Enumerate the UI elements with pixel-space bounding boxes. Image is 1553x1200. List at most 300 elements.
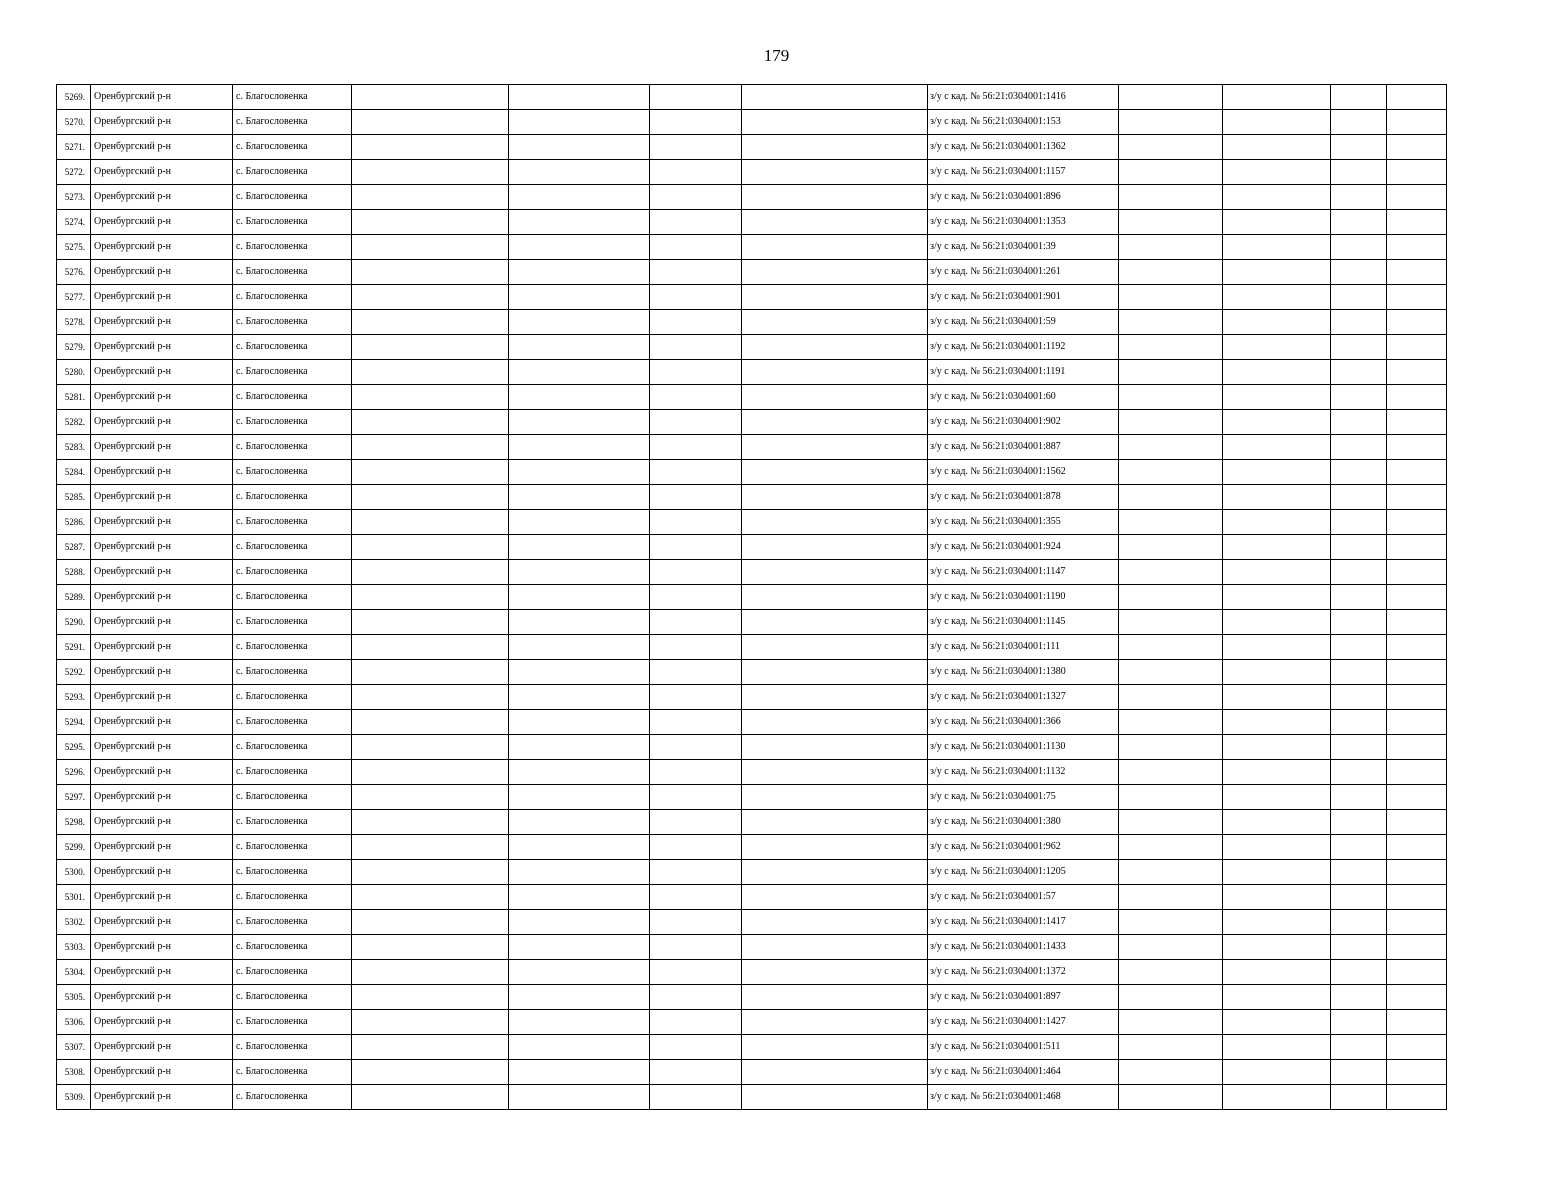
cadastral-cell: з/у с кад. № 56:21:0304001:1192: [928, 335, 1119, 360]
empty-cell: [352, 560, 509, 585]
table-row: [57, 960, 1447, 985]
settlement-cell: с. Благословенка: [233, 410, 352, 435]
table-row: [57, 385, 1447, 410]
empty-cell: [742, 985, 928, 1010]
empty-cell: [509, 310, 650, 335]
empty-cell: [352, 235, 509, 260]
empty-cell: [742, 510, 928, 535]
empty-cell: [742, 635, 928, 660]
empty-cell: [1223, 860, 1331, 885]
settlement-cell: с. Благословенка: [233, 885, 352, 910]
empty-cell: [1119, 735, 1223, 760]
empty-cell: [650, 535, 742, 560]
empty-cell: [509, 1010, 650, 1035]
row-number: 5300.: [57, 860, 91, 885]
page-number: 179: [763, 46, 790, 65]
cadastral-cell: з/у с кад. № 56:21:0304001:153: [928, 110, 1119, 135]
empty-cell: [1331, 285, 1387, 310]
district-cell: Оренбургский р-н: [91, 485, 233, 510]
empty-cell: [742, 360, 928, 385]
empty-cell: [650, 335, 742, 360]
row-number: 5306.: [57, 1010, 91, 1035]
empty-cell: [1331, 385, 1387, 410]
empty-cell: [352, 960, 509, 985]
table-row: [57, 1085, 1447, 1110]
row-number: 5299.: [57, 835, 91, 860]
empty-cell: [650, 110, 742, 135]
empty-cell: [352, 1010, 509, 1035]
empty-cell: [1223, 260, 1331, 285]
empty-cell: [650, 560, 742, 585]
district-cell: Оренбургский р-н: [91, 385, 233, 410]
empty-cell: [509, 285, 650, 310]
empty-cell: [1387, 685, 1447, 710]
empty-cell: [352, 935, 509, 960]
empty-cell: [352, 1085, 509, 1110]
empty-cell: [742, 960, 928, 985]
district-cell: Оренбургский р-н: [91, 1085, 233, 1110]
empty-cell: [1223, 685, 1331, 710]
table-row: [57, 110, 1447, 135]
empty-cell: [650, 460, 742, 485]
empty-cell: [509, 760, 650, 785]
district-cell: Оренбургский р-н: [91, 1035, 233, 1060]
row-number: 5301.: [57, 885, 91, 910]
cadastral-cell: з/у с кад. № 56:21:0304001:1157: [928, 160, 1119, 185]
empty-cell: [1331, 635, 1387, 660]
settlement-cell: с. Благословенка: [233, 935, 352, 960]
empty-cell: [1331, 835, 1387, 860]
empty-cell: [742, 1010, 928, 1035]
empty-cell: [742, 160, 928, 185]
empty-cell: [742, 410, 928, 435]
empty-cell: [1331, 135, 1387, 160]
table-row: [57, 660, 1447, 685]
empty-cell: [352, 735, 509, 760]
cadastral-cell: з/у с кад. № 56:21:0304001:1372: [928, 960, 1119, 985]
empty-cell: [1119, 710, 1223, 735]
table-row: [57, 1010, 1447, 1035]
empty-cell: [509, 985, 650, 1010]
empty-cell: [1119, 410, 1223, 435]
empty-cell: [509, 635, 650, 660]
district-cell: Оренбургский р-н: [91, 235, 233, 260]
empty-cell: [1331, 560, 1387, 585]
empty-cell: [1223, 760, 1331, 785]
table-row: [57, 710, 1447, 735]
settlement-cell: с. Благословенка: [233, 435, 352, 460]
district-cell: Оренбургский р-н: [91, 210, 233, 235]
empty-cell: [1331, 660, 1387, 685]
empty-cell: [1387, 835, 1447, 860]
empty-cell: [742, 435, 928, 460]
empty-cell: [1387, 460, 1447, 485]
cadastral-cell: з/у с кад. № 56:21:0304001:1190: [928, 585, 1119, 610]
row-number: 5307.: [57, 1035, 91, 1060]
empty-cell: [1331, 185, 1387, 210]
empty-cell: [352, 410, 509, 435]
empty-cell: [352, 485, 509, 510]
settlement-cell: с. Благословенка: [233, 760, 352, 785]
empty-cell: [1119, 485, 1223, 510]
empty-cell: [742, 385, 928, 410]
empty-cell: [1331, 485, 1387, 510]
empty-cell: [1387, 335, 1447, 360]
empty-cell: [352, 985, 509, 1010]
empty-cell: [742, 535, 928, 560]
cadastral-cell: з/у с кад. № 56:21:0304001:60: [928, 385, 1119, 410]
table-row: [57, 610, 1447, 635]
empty-cell: [509, 960, 650, 985]
empty-cell: [650, 510, 742, 535]
settlement-cell: с. Благословенка: [233, 335, 352, 360]
district-cell: Оренбургский р-н: [91, 1010, 233, 1035]
table-row: [57, 210, 1447, 235]
empty-cell: [509, 1060, 650, 1085]
cadastral-cell: з/у с кад. № 56:21:0304001:901: [928, 285, 1119, 310]
empty-cell: [650, 410, 742, 435]
table-row: [57, 935, 1447, 960]
empty-cell: [1387, 985, 1447, 1010]
cadastral-cell: з/у с кад. № 56:21:0304001:57: [928, 885, 1119, 910]
empty-cell: [509, 360, 650, 385]
empty-cell: [509, 585, 650, 610]
empty-cell: [1119, 235, 1223, 260]
cadastral-cell: з/у с кад. № 56:21:0304001:1145: [928, 610, 1119, 635]
cadastral-cell: з/у с кад. № 56:21:0304001:1191: [928, 360, 1119, 385]
empty-cell: [1223, 410, 1331, 435]
empty-cell: [509, 685, 650, 710]
empty-cell: [1223, 360, 1331, 385]
empty-cell: [1223, 910, 1331, 935]
district-cell: Оренбургский р-н: [91, 785, 233, 810]
empty-cell: [1387, 585, 1447, 610]
empty-cell: [1387, 1010, 1447, 1035]
settlement-cell: с. Благословенка: [233, 210, 352, 235]
settlement-cell: с. Благословенка: [233, 135, 352, 160]
district-cell: Оренбургский р-н: [91, 185, 233, 210]
empty-cell: [742, 760, 928, 785]
table-row: [57, 160, 1447, 185]
empty-cell: [1223, 185, 1331, 210]
cadastral-cell: з/у с кад. № 56:21:0304001:1132: [928, 760, 1119, 785]
row-number: 5302.: [57, 910, 91, 935]
settlement-cell: с. Благословенка: [233, 835, 352, 860]
empty-cell: [1387, 1060, 1447, 1085]
empty-cell: [742, 310, 928, 335]
empty-cell: [1331, 960, 1387, 985]
settlement-cell: с. Благословенка: [233, 110, 352, 135]
settlement-cell: с. Благословенка: [233, 960, 352, 985]
empty-cell: [1387, 85, 1447, 110]
row-number: 5305.: [57, 985, 91, 1010]
district-cell: Оренбургский р-н: [91, 835, 233, 860]
cadastral-cell: з/у с кад. № 56:21:0304001:261: [928, 260, 1119, 285]
empty-cell: [1387, 660, 1447, 685]
empty-cell: [1387, 610, 1447, 635]
district-cell: Оренбургский р-н: [91, 585, 233, 610]
empty-cell: [1223, 435, 1331, 460]
settlement-cell: с. Благословенка: [233, 810, 352, 835]
empty-cell: [352, 135, 509, 160]
row-number: 5275.: [57, 235, 91, 260]
cadastral-cell: з/у с кад. № 56:21:0304001:1362: [928, 135, 1119, 160]
settlement-cell: с. Благословенка: [233, 535, 352, 560]
empty-cell: [1223, 610, 1331, 635]
row-number: 5297.: [57, 785, 91, 810]
empty-cell: [650, 285, 742, 310]
district-cell: Оренбургский р-н: [91, 560, 233, 585]
settlement-cell: с. Благословенка: [233, 185, 352, 210]
row-number: 5309.: [57, 1085, 91, 1110]
district-cell: Оренбургский р-н: [91, 435, 233, 460]
empty-cell: [509, 460, 650, 485]
empty-cell: [1119, 935, 1223, 960]
empty-cell: [1119, 535, 1223, 560]
row-number: 5295.: [57, 735, 91, 760]
table-row: [57, 85, 1447, 110]
empty-cell: [650, 1085, 742, 1110]
row-number: 5281.: [57, 385, 91, 410]
empty-cell: [742, 835, 928, 860]
empty-cell: [1119, 885, 1223, 910]
empty-cell: [1119, 85, 1223, 110]
empty-cell: [1119, 160, 1223, 185]
empty-cell: [650, 135, 742, 160]
row-number: 5294.: [57, 710, 91, 735]
settlement-cell: с. Благословенка: [233, 235, 352, 260]
row-number: 5271.: [57, 135, 91, 160]
empty-cell: [650, 310, 742, 335]
settlement-cell: с. Благословенка: [233, 285, 352, 310]
empty-cell: [1387, 410, 1447, 435]
settlement-cell: с. Благословенка: [233, 385, 352, 410]
empty-cell: [352, 835, 509, 860]
empty-cell: [352, 460, 509, 485]
empty-cell: [1119, 335, 1223, 360]
empty-cell: [1119, 360, 1223, 385]
empty-cell: [352, 510, 509, 535]
empty-cell: [1119, 1085, 1223, 1110]
empty-cell: [1223, 1060, 1331, 1085]
empty-cell: [1223, 160, 1331, 185]
empty-cell: [1119, 685, 1223, 710]
empty-cell: [742, 610, 928, 635]
empty-cell: [650, 885, 742, 910]
settlement-cell: с. Благословенка: [233, 710, 352, 735]
empty-cell: [650, 360, 742, 385]
empty-cell: [352, 635, 509, 660]
empty-cell: [1331, 710, 1387, 735]
table-row: [57, 235, 1447, 260]
table-row: [57, 335, 1447, 360]
row-number: 5276.: [57, 260, 91, 285]
cadastral-cell: з/у с кад. № 56:21:0304001:878: [928, 485, 1119, 510]
empty-cell: [352, 1035, 509, 1060]
empty-cell: [1223, 1035, 1331, 1060]
district-cell: Оренбургский р-н: [91, 460, 233, 485]
empty-cell: [1223, 710, 1331, 735]
empty-cell: [742, 185, 928, 210]
empty-cell: [352, 435, 509, 460]
empty-cell: [1331, 985, 1387, 1010]
empty-cell: [1331, 1085, 1387, 1110]
district-cell: Оренбургский р-н: [91, 735, 233, 760]
row-number: 5293.: [57, 685, 91, 710]
settlement-cell: с. Благословенка: [233, 560, 352, 585]
empty-cell: [1331, 935, 1387, 960]
empty-cell: [742, 210, 928, 235]
empty-cell: [650, 160, 742, 185]
empty-cell: [650, 235, 742, 260]
empty-cell: [1119, 910, 1223, 935]
empty-cell: [1119, 1060, 1223, 1085]
empty-cell: [1119, 810, 1223, 835]
cadastral-cell: з/у с кад. № 56:21:0304001:511: [928, 1035, 1119, 1060]
row-number: 5292.: [57, 660, 91, 685]
table-row: [57, 585, 1447, 610]
empty-cell: [742, 460, 928, 485]
empty-cell: [1331, 810, 1387, 835]
empty-cell: [1387, 210, 1447, 235]
empty-cell: [1119, 760, 1223, 785]
cadastral-cell: з/у с кад. № 56:21:0304001:924: [928, 535, 1119, 560]
empty-cell: [1387, 960, 1447, 985]
table-row: [57, 410, 1447, 435]
district-cell: Оренбургский р-н: [91, 960, 233, 985]
table-row: [57, 910, 1447, 935]
settlement-cell: с. Благословенка: [233, 585, 352, 610]
empty-cell: [1223, 585, 1331, 610]
empty-cell: [352, 160, 509, 185]
empty-cell: [1119, 210, 1223, 235]
row-number: 5279.: [57, 335, 91, 360]
table-row: [57, 285, 1447, 310]
empty-cell: [1331, 435, 1387, 460]
empty-cell: [1387, 1085, 1447, 1110]
empty-cell: [1387, 310, 1447, 335]
empty-cell: [1223, 660, 1331, 685]
empty-cell: [352, 785, 509, 810]
empty-cell: [1119, 110, 1223, 135]
cadastral-cell: з/у с кад. № 56:21:0304001:355: [928, 510, 1119, 535]
empty-cell: [1223, 310, 1331, 335]
empty-cell: [509, 185, 650, 210]
empty-cell: [742, 585, 928, 610]
empty-cell: [1119, 285, 1223, 310]
row-number: 5277.: [57, 285, 91, 310]
table-row: [57, 985, 1447, 1010]
empty-cell: [1387, 810, 1447, 835]
empty-cell: [742, 1085, 928, 1110]
empty-cell: [352, 310, 509, 335]
row-number: 5270.: [57, 110, 91, 135]
empty-cell: [1119, 1010, 1223, 1035]
row-number: 5278.: [57, 310, 91, 335]
row-number: 5304.: [57, 960, 91, 985]
empty-cell: [650, 610, 742, 635]
empty-cell: [352, 385, 509, 410]
empty-cell: [1331, 610, 1387, 635]
empty-cell: [742, 685, 928, 710]
empty-cell: [1387, 785, 1447, 810]
empty-cell: [742, 735, 928, 760]
row-number: 5273.: [57, 185, 91, 210]
empty-cell: [650, 935, 742, 960]
empty-cell: [650, 635, 742, 660]
empty-cell: [509, 910, 650, 935]
empty-cell: [742, 860, 928, 885]
empty-cell: [1331, 785, 1387, 810]
settlement-cell: с. Благословенка: [233, 460, 352, 485]
cadastral-cell: з/у с кад. № 56:21:0304001:887: [928, 435, 1119, 460]
empty-cell: [509, 660, 650, 685]
empty-cell: [1387, 510, 1447, 535]
table-row: [57, 460, 1447, 485]
district-cell: Оренбургский р-н: [91, 260, 233, 285]
empty-cell: [1331, 1035, 1387, 1060]
empty-cell: [1387, 385, 1447, 410]
cadastral-cell: з/у с кад. № 56:21:0304001:1130: [928, 735, 1119, 760]
empty-cell: [1331, 210, 1387, 235]
empty-cell: [742, 335, 928, 360]
empty-cell: [1387, 860, 1447, 885]
empty-cell: [650, 260, 742, 285]
settlement-cell: с. Благословенка: [233, 1035, 352, 1060]
empty-cell: [1119, 260, 1223, 285]
empty-cell: [509, 785, 650, 810]
empty-cell: [1119, 660, 1223, 685]
empty-cell: [1223, 835, 1331, 860]
district-cell: Оренбургский р-н: [91, 885, 233, 910]
empty-cell: [1331, 885, 1387, 910]
settlement-cell: с. Благословенка: [233, 660, 352, 685]
empty-cell: [352, 85, 509, 110]
empty-cell: [650, 760, 742, 785]
empty-cell: [509, 885, 650, 910]
empty-cell: [742, 235, 928, 260]
empty-cell: [1223, 210, 1331, 235]
cadastral-cell: з/у с кад. № 56:21:0304001:75: [928, 785, 1119, 810]
settlement-cell: с. Благословенка: [233, 910, 352, 935]
empty-cell: [1223, 460, 1331, 485]
empty-cell: [1331, 860, 1387, 885]
empty-cell: [509, 810, 650, 835]
empty-cell: [352, 360, 509, 385]
empty-cell: [509, 110, 650, 135]
district-cell: Оренбургский р-н: [91, 860, 233, 885]
row-number: 5298.: [57, 810, 91, 835]
row-number: 5303.: [57, 935, 91, 960]
empty-cell: [1119, 785, 1223, 810]
empty-cell: [650, 685, 742, 710]
empty-cell: [352, 760, 509, 785]
empty-cell: [1387, 635, 1447, 660]
settlement-cell: с. Благословенка: [233, 485, 352, 510]
settlement-cell: с. Благословенка: [233, 360, 352, 385]
district-cell: Оренбургский р-н: [91, 660, 233, 685]
cadastral-cell: з/у с кад. № 56:21:0304001:1427: [928, 1010, 1119, 1035]
empty-cell: [1119, 385, 1223, 410]
settlement-cell: с. Благословенка: [233, 785, 352, 810]
empty-cell: [1331, 110, 1387, 135]
row-number: 5308.: [57, 1060, 91, 1085]
table-body: [57, 85, 1447, 1110]
row-number: 5280.: [57, 360, 91, 385]
empty-cell: [352, 910, 509, 935]
empty-cell: [352, 285, 509, 310]
district-cell: Оренбургский р-н: [91, 135, 233, 160]
